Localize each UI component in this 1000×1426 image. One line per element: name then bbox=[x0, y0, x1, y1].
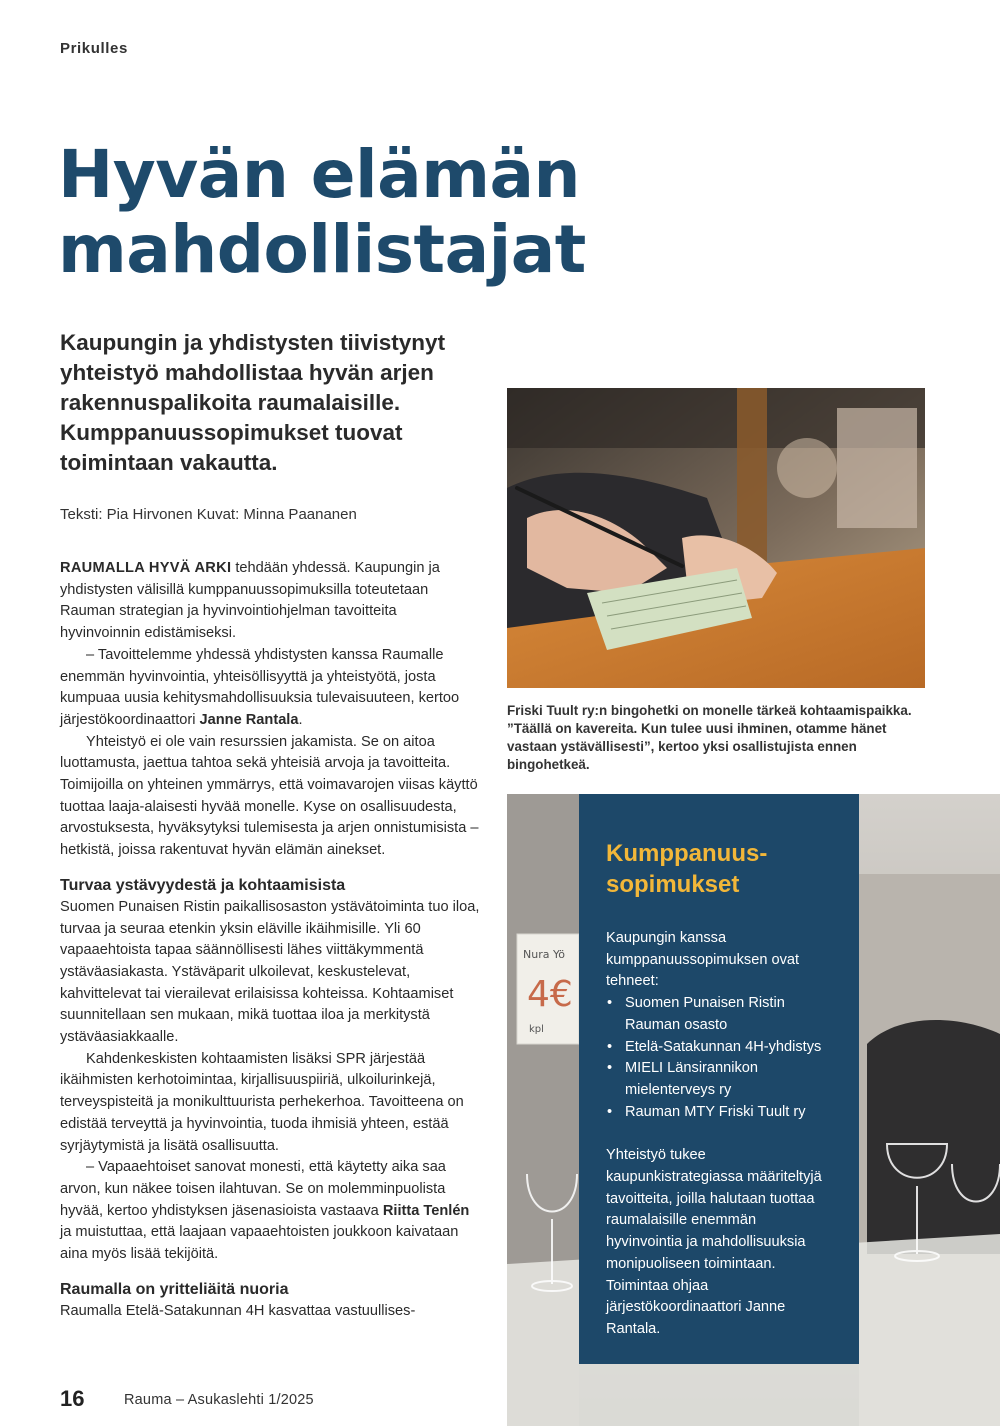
page-number: 16 bbox=[60, 1386, 85, 1411]
article-lead: Kaupungin ja yhdistysten tiivistynyt yhteistyö mahdollistaa hyvän arjen rakennuspalikoita raumalaisille. Kumppanuussopimukset tuovat toimintaan vakautta. bbox=[60, 330, 446, 475]
partner-list bbox=[606, 993, 835, 1123]
paragraph-7: Raumalla Etelä-Satakunnan 4H kasvattaa vastuullises- bbox=[60, 1302, 416, 1319]
publication-name: Rauma – Asukaslehti 1/2025 bbox=[124, 1392, 314, 1408]
title-line-1: Hyvän elämän bbox=[58, 136, 580, 213]
sign-text-line-1: Nura Yö bbox=[523, 948, 565, 961]
person-name-riitta: Riitta Tenlén bbox=[382, 1202, 470, 1219]
article-credits: Teksti: Pia Hirvonen Kuvat: Minna Paananen bbox=[60, 506, 357, 523]
person-name-janne: Janne Rantala bbox=[199, 711, 299, 728]
photo-caption: Friski Tuult ry:n bingohetki on monelle tärkeä kohtaamispaikka. ”Täällä on kavereita. Kun tulee uusi ihminen, otamme hänet vastaan ystävällisesti”, kertoo yksi osallistujista ennen bingohetkeä. bbox=[507, 703, 912, 772]
paragraph-3: Yhteistyö ei ole vain resurssien jakamista. Se on aitoa luottamusta, jaettua tahtoa sekä yhteisiä arvoja ja tavoitteita. Toimijoilla on yhteinen ymmärrys, että voimavarojen viisas käyttö tuottaa laaja-alaisesti hyvää monelle. Kyse on osallisuudesta, arvostuksesta, hyväksytyksi tulemisesta ja arjen onnistumisista – hetkistä, joissa rakentuvat hyvän elämän ainekset. bbox=[60, 733, 479, 859]
paragraph-4: Suomen Punaisen Ristin paikallisosaston ystävätoiminta tuo iloa, turvaa ja seuraa etenkin yksin eläville ikäihmisille. Yli 60 vapaaehtoista tapaa säännöllisesti lähes viittäkymmentä ystäväasiakasta. Ystäväparit ulkoilevat, keskustelevat, kahvittelevat tai vierailevat erilaisissa kohteissa. Kohtaamiset suunnitellaan sen mukaan, mikä tuottaa iloa ja merkitystä ystäväasiakkaalle. bbox=[60, 898, 480, 1046]
article-title bbox=[58, 138, 586, 287]
paragraph-1 bbox=[60, 558, 480, 645]
partner-item: • Suomen Punaisen Ristin Rauman osasto bbox=[606, 993, 835, 1036]
paragraph-2 bbox=[60, 645, 480, 732]
partner-item: • MIELI Länsirannikon mielenterveys ry bbox=[606, 1058, 835, 1101]
paragraph-1-text: tehdään yhdessä. Kaupungin ja yhdistysten välisillä kumppanuussopimuksilla toteutetaan Rauman strategian ja hyvinvointiohjelman tavoitteita hyvinvoinnin edistämiseksi. bbox=[60, 560, 440, 642]
paragraph-5: Kahdenkeskisten kohtaamisten lisäksi SPR järjestää ikäihmisten kerhotoimintaa, kirjallisuuspiiriä, ulkoilurinkejä, terveyspisteitä ja monikulttuurista perhekerhoa. Tavoitteena on edistää terveyttä ja hyvinvointia, tuoda ihmisiä yhteen, estää syrjäytymistä ja lisätä osallisuutta. bbox=[60, 1050, 464, 1154]
info-box-outro: Yhteistyö tukee kaupunkistrategiassa määriteltyjä tavoitteita, joilla halutaan tuottaa raumalaisille enemmän hyvinvointia ja mahdollisuuksia monipuoliseen toimintaan. Toimintaa ohjaa järjestökoordinaattori Janne Rantala. bbox=[606, 1147, 822, 1337]
section-label: Prikulles bbox=[60, 40, 128, 57]
partnership-info-box bbox=[579, 794, 859, 1364]
subheading-youth: Raumalla on yritteliäitä nuoria bbox=[60, 1280, 289, 1298]
title-line-2: mahdollistajat bbox=[58, 210, 586, 288]
partner-item: • Rauman MTY Friski Tuult ry bbox=[606, 1102, 835, 1124]
subheading-friendship: Turvaa ystävyydestä ja kohtaamisista bbox=[60, 876, 346, 894]
bingo-photo-illustration bbox=[507, 388, 925, 688]
sign-text-line-3: kpl bbox=[529, 1024, 544, 1035]
paragraph-2-end: . bbox=[298, 711, 303, 728]
paragraph-6-text: – Vapaaehtoiset sanovat monesti, että käytetty aika saa arvon, kun näkee toisen ilahtuvan. Se on molemminpuolista hyvää, kertoo yhdistyksen jäsenasioista vastaava bbox=[60, 1159, 446, 1219]
paragraph-1-lead: RAUMALLA HYVÄ ARKI bbox=[60, 560, 232, 576]
sign-price: 4€ bbox=[527, 974, 573, 1015]
bingo-photo bbox=[507, 388, 925, 688]
paragraph-6 bbox=[60, 1157, 480, 1266]
partner-item: • Etelä-Satakunnan 4H-yhdistys bbox=[606, 1037, 835, 1059]
paragraph-2-text: – Tavoittelemme yhdessä yhdistysten kanssa Raumalle enemmän hyvinvointia, yhteisöllisyyttä ja yhteistyötä, josta kumpuaa uusia kehitysmahdollisuuksia tulevaisuuteen, kertoo järjestökoordinaattori bbox=[60, 646, 460, 728]
article-body bbox=[60, 558, 480, 1323]
info-box-intro: Kaupungin kanssa kumppanuussopimuksen ovat tehneet: bbox=[606, 930, 800, 990]
info-box-title: Kumppanuus-sopimukset bbox=[606, 840, 768, 898]
paragraph-6-end: ja muistuttaa, että laajaan vapaaehtoisten joukkoon kaivataan aina myös lisää tekijöitä. bbox=[60, 1224, 459, 1263]
